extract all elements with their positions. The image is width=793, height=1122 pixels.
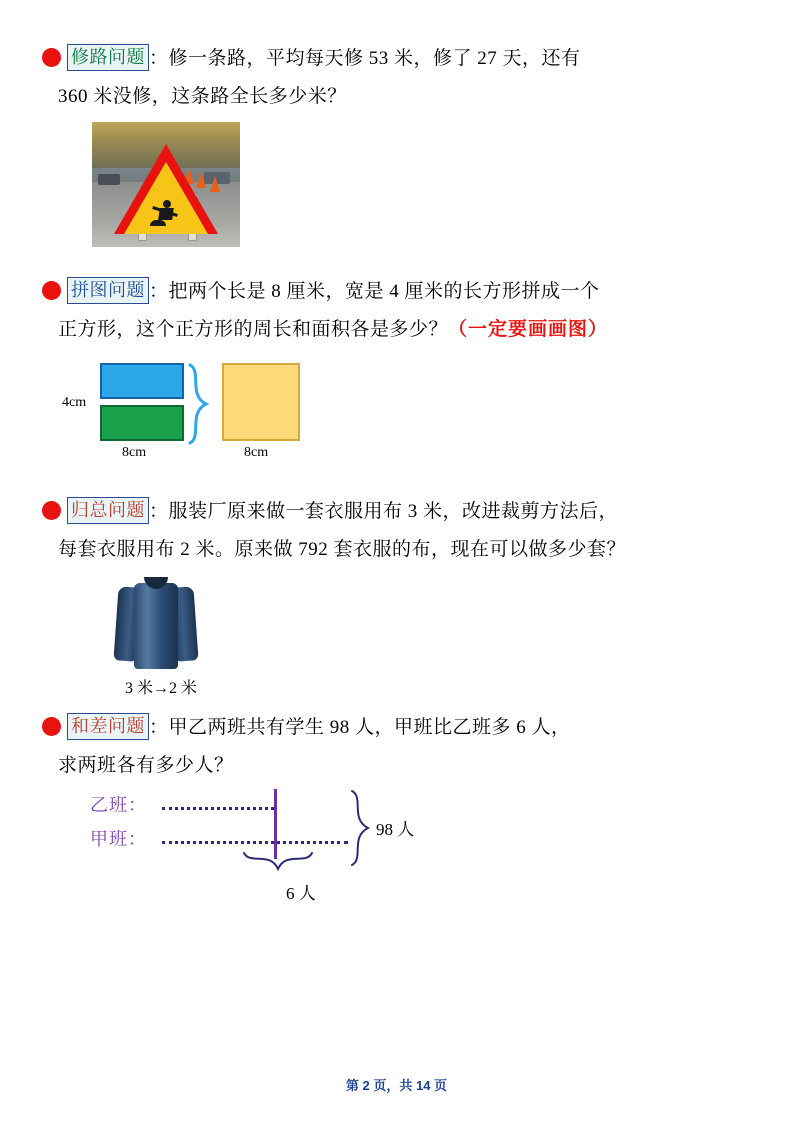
clothes-caption: 3 米→2 米 xyxy=(124,680,197,697)
rectangle-blue xyxy=(100,363,184,399)
diagram-bar-jia-part2 xyxy=(276,839,348,844)
problem-3-text-line1: 服装厂原来做一套衣服用布 3 米，改进裁剪方法后， xyxy=(168,501,619,522)
rectangle-green xyxy=(100,405,184,441)
figure-bar-diagram xyxy=(90,787,470,907)
label-difference-6: 6 人 xyxy=(286,884,316,903)
problem-3-tag: 归总问题 xyxy=(67,497,149,524)
shirt-icon xyxy=(114,575,198,671)
page-footer: 第 2 页，共 14 页 xyxy=(345,1078,448,1093)
diagram-row-label-jia: 甲班： xyxy=(90,829,147,849)
problem-2-second-line xyxy=(40,311,745,349)
problem-1-text-line2: 360 米没修，这条路全长多少米？ xyxy=(58,86,347,107)
figure-shapes xyxy=(62,357,745,475)
problem-4 xyxy=(40,709,745,907)
problem-4-colon: ： xyxy=(149,717,169,738)
brace-difference-icon xyxy=(240,849,316,875)
label-total-98: 98 人 xyxy=(376,820,415,839)
problem-4-tag: 和差问题 xyxy=(67,713,149,740)
red-dot-icon xyxy=(42,501,61,520)
square-yellow xyxy=(222,363,300,441)
red-dot-icon xyxy=(42,281,61,300)
diagram-bar-yi xyxy=(162,805,274,810)
problem-3-text-line2: 每套衣服用布 2 米。原来做 792 套衣服的布，现在可以做多少套？ xyxy=(58,539,627,560)
problem-2-note: （一定要画画图） xyxy=(448,319,609,340)
roadworks-worker-icon xyxy=(154,200,178,226)
label-width-left-8cm: 8cm xyxy=(122,445,147,460)
problem-1-text-line1: 修一条路，平均每天修 53 米，修了 27 天，还有 xyxy=(168,48,581,69)
problem-2-colon: ： xyxy=(149,281,169,302)
brace-icon xyxy=(186,361,216,447)
diagram-row-label-yi: 乙班： xyxy=(90,795,147,815)
red-dot-icon xyxy=(42,717,61,736)
brace-total-icon xyxy=(348,787,376,869)
label-width-right-8cm: 8cm xyxy=(244,445,269,460)
figure-clothes xyxy=(96,575,226,697)
figure-road-sign-photo xyxy=(92,122,240,247)
problem-3 xyxy=(40,493,745,697)
problem-4-text-line2: 求两班各有多少人？ xyxy=(58,755,234,776)
problem-2-first-line xyxy=(40,273,745,311)
problem-3-colon: ： xyxy=(149,501,169,522)
problem-1-first-line xyxy=(40,40,745,78)
problem-2-text-line1: 把两个长是 8 厘米，宽是 4 厘米的长方形拼成一个 xyxy=(168,281,600,302)
problem-1 xyxy=(40,40,745,247)
problem-2-tag: 拼图问题 xyxy=(67,277,149,304)
diagram-bar-jia-part1 xyxy=(162,839,274,844)
problem-4-text-line1: 甲乙两班共有学生 98 人，甲班比乙班多 6 人， xyxy=(168,717,571,738)
label-height-4cm: 4cm xyxy=(62,395,87,410)
problem-4-first-line xyxy=(40,709,745,747)
red-dot-icon xyxy=(42,48,61,67)
problem-2 xyxy=(40,273,745,475)
problem-3-first-line xyxy=(40,493,745,531)
problem-2-text-line2: 正方形，这个正方形的周长和面积各是多少？ xyxy=(58,319,449,340)
problem-1-colon: ： xyxy=(149,48,169,69)
problem-1-tag: 修路问题 xyxy=(67,44,149,71)
